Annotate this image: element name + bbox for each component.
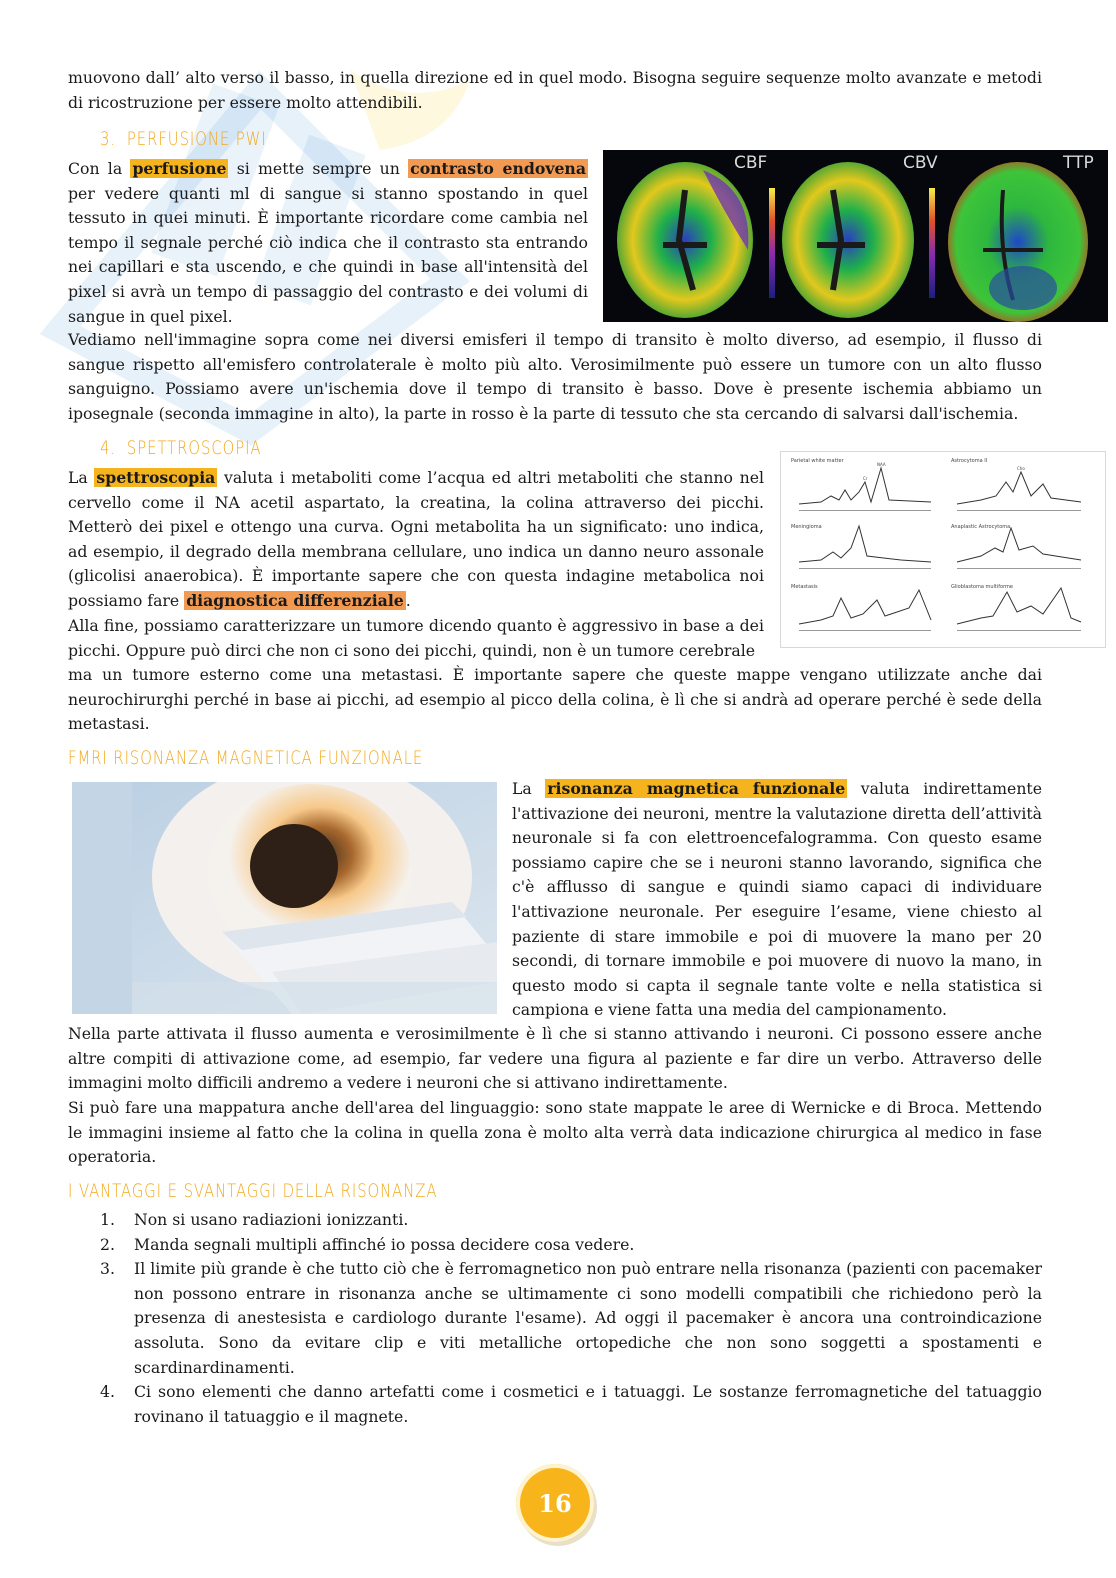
highlight-contrasto-endovena: contrasto endovena xyxy=(410,159,586,178)
heading-number: 4. xyxy=(100,437,117,459)
highlight-spettroscopia: spettroscopia xyxy=(96,468,216,487)
panel-label-1: Parietal white matter xyxy=(791,458,844,464)
panel-label-3: Meningioma xyxy=(791,524,822,530)
list-item: 1. Non si usano radiazioni ionizzanti. xyxy=(100,1210,409,1229)
heading-text: PERFUSIONE PWI xyxy=(126,128,267,150)
peak-label-cr: Cr xyxy=(863,476,868,481)
mri-scanner-photo xyxy=(72,782,497,1014)
list-item: 4. Ci sono elementi che danno artefatti come i cosmetici e i tatuaggi. Le sostanze ferromagnetiche del tatuaggio rovinano il tatuaggio e il magnete. xyxy=(100,1382,1042,1426)
pros-cons-list xyxy=(68,1208,1042,1429)
heading-text: I VANTAGGI E SVANTAGGI DELLA RISONANZA xyxy=(68,1180,438,1202)
panel-label-2: Astrocytoma II xyxy=(951,458,988,464)
panel-label-4: Anaplastic Astrocytoma xyxy=(951,524,1011,530)
label-cbf: CBF xyxy=(734,153,768,173)
spectroscopy-paragraph-2b: ma un tumore esterno come una metastasi. È importante sapere che queste mappe vengano utilizzate anche dai neurochirurghi perché in base ai picchi, ad esempio al picco della colina, è lì che si andrà ad operare perché è sede della metastasi. xyxy=(68,665,1042,734)
peak-label-naa: NAA xyxy=(877,462,886,467)
heading-spettroscopia xyxy=(100,437,261,459)
perfusion-paragraph-2: Vediamo nell'immagine sopra come nei diversi emisferi il tempo di transito è molto diverso, ad esempio, il flusso di sangue rispetto all'emisfero controlaterale è molto più alto. Verosimilmente può essere un tumore con un alto flusso sanguigno. Possiamo avere un'ischemia dove il tempo di transito è basso. Dove è presente ischemia abbiamo un iposegnale (seconda immagine in alto), la parte in rosso è la parte di tessuto che sta cercando di salvarsi dall'ischemia. xyxy=(68,330,1042,423)
heading-fmri xyxy=(68,747,423,769)
page-number-badge: 16 xyxy=(516,1464,594,1542)
heading-perfusione xyxy=(100,128,267,150)
heading-number: 3. xyxy=(100,128,117,150)
highlight-perfusione: perfusione xyxy=(132,159,227,178)
perfusion-brain-maps-image xyxy=(603,150,1108,322)
ttp-brain-map xyxy=(948,162,1088,322)
panel-label-5: Metastasis xyxy=(791,584,818,590)
fmri-paragraph-2: Nella parte attivata il flusso aumenta e verosimilmente è lì che si stanno attivando i neuroni. Ci possono essere anche altre compiti di attivazione come, ad esempio, far vedere una figura al paziente e far dire un verbo. Attraverso delle immagini molto difficili andremo a vedere i neuroni che si attivano indirettamente. xyxy=(68,1024,1042,1093)
peak-label-cho: Cho xyxy=(1017,466,1025,471)
highlight-diagnostica-differenziale: diagnostica differenziale xyxy=(186,590,404,610)
list-item: 3. Il limite più grande è che tutto ciò che è ferromagnetico non può entrare nella risonanza (pazienti con pacemaker non possono entrare in risonanza anche se ultimamente ci sono modelli compatibili che richiedono però la presenza di anestesista e cardiologo durante l'esame). Ad oggi il pacemaker è ancora una controindicazione assoluta. Sono da evitare clip e viti metalliche ortopediche che non sono soggetti a spostamenti e scardinardinamenti. xyxy=(100,1259,1042,1377)
panel-label-6: Glioblastoma multiforme xyxy=(951,584,1013,590)
intro-paragraph: muovono dall’ alto verso il basso, in quella direzione ed in quel modo. Bisogna seguire sequenze molto avanzate e metodi di ricostruzione per essere molto attendibili. xyxy=(68,68,1042,112)
heading-text: FMRI RISONANZA MAGNETICA FUNZIONALE xyxy=(68,747,424,769)
heading-text: SPETTROSCOPIA xyxy=(126,437,262,459)
label-ttp: TTP xyxy=(1063,153,1094,173)
heading-vantaggi xyxy=(68,1180,437,1202)
perfusion-paragraph: Con la perfusione si mette sempre un contrasto endovena per vedere quanti ml di sangue si stanno spostando in quel tessuto in quei minuti. È importante ricordare come cambia nel tempo il segnale perché ciò indica che il contrasto sta entrando nei capillari e sta uscendo, e che quindi in base all'intensità del pixel si avrà un tempo di passaggio del contrasto e dei volumi di sangue in quel pixel. xyxy=(68,159,588,326)
fmri-paragraph: La risonanza magnetica funzionale valuta indirettamente l'attivazione dei neuroni, mentre la valutazione diretta dell’attività neuronale si fa con elettroencefalogramma. Con questo esame possiamo capire che se i neuroni stanno lavorando, significa che c'è afflusso di sangue e quindi siamo capaci di individuare l'attivazione neuronale. Per eseguire l’esame, viene chiesto al paziente di stare immobile e poi di muovere la mano per 20 secondi, di tornare immobile e poi muovere di nuovo la mano, in questo modo si capta il segnale tante volte e nella statistica si campiona e viene fatta una media del campionamento. xyxy=(512,779,1043,1020)
cbv-brain-map xyxy=(782,162,935,318)
fmri-paragraph-3: Si può fare una mappatura anche dell'area del linguaggio: sono state mappate le aree di Wernicke e di Broca. Mettendo le immagini insieme al fatto che la colina in quella zona è molto alta verrà data indicazione chirurgica al medico in fase operatoria. xyxy=(68,1098,1042,1167)
cbf-brain-map xyxy=(617,162,775,318)
label-cbv: CBV xyxy=(903,153,938,173)
spectroscopy-curves-image xyxy=(780,451,1106,648)
spectroscopy-paragraph: La spettroscopia valuta i metaboliti come l’acqua ed altri metaboliti che stanno nel cervello come il NA acetil aspartato, la creatina, la colina attraverso dei picchi. Metterò dei pixel e ottengo una curva. Ogni metabolita ha un significato: uno indica, ad esempio, il degrado della membrana cellulare, uno indica un danno neuro assonale (glicolisi anaerobica). È importante sapere che con questa indagine metabolica noi possiamo fare diagnostica differenziale . xyxy=(68,468,764,610)
list-item: 2. Manda segnali multipli affinché io possa decidere cosa vedere. xyxy=(100,1234,635,1254)
highlight-risonanza-magnetica-funzionale: risonanza magnetica funzionale xyxy=(547,779,846,798)
spectroscopy-paragraph-2a: Alla fine, possiamo caratterizzare un tumore dicendo quanto è aggressivo in base a dei picchi. Oppure può dirci che non ci sono dei picchi, quindi, non è un tumore cerebrale xyxy=(68,616,764,660)
